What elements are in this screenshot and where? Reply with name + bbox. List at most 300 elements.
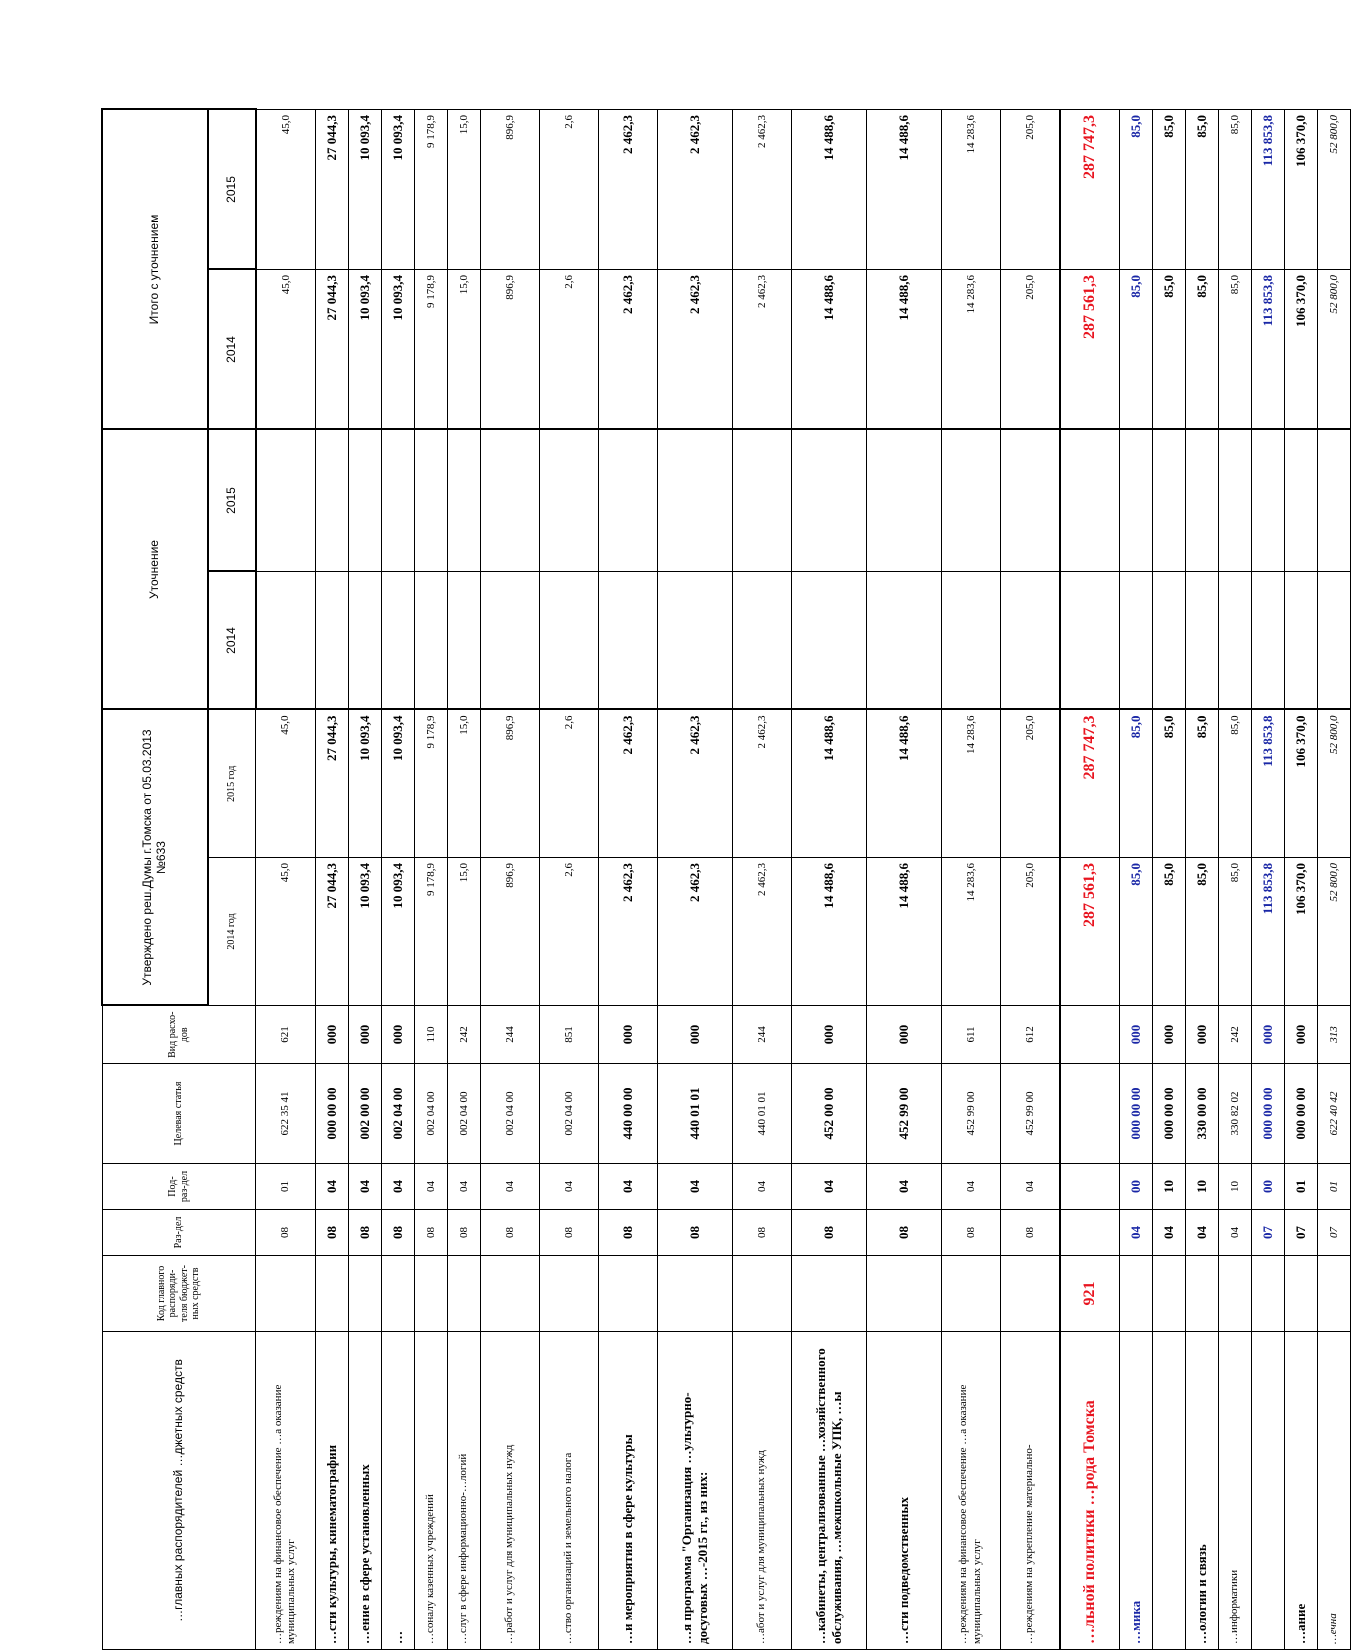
podrazdel-code: 04 <box>941 1164 1000 1210</box>
razdel-code: 04 <box>1185 1210 1218 1256</box>
change-2015-value <box>1060 429 1120 571</box>
total-2014-value: 2 462,3 <box>598 269 657 429</box>
expense-type: 000 <box>381 1006 414 1064</box>
total-2014-value: 14 488,6 <box>866 269 941 429</box>
change-2015-value <box>866 429 941 571</box>
razdel-code: 08 <box>447 1210 480 1256</box>
change-2014-value <box>315 572 348 710</box>
target-article: 440 00 00 <box>598 1064 657 1164</box>
approved-2014-value: 14 488,6 <box>791 858 866 1006</box>
approved-2015-value: 45,0 <box>256 710 316 858</box>
total-2014-value: 85,0 <box>1218 269 1251 429</box>
total-2014-value: 106 370,0 <box>1284 269 1317 429</box>
approved-2015-value: 14 283,6 <box>941 710 1000 858</box>
razdel-code: 08 <box>1000 1210 1060 1256</box>
change-2015-value <box>657 429 732 571</box>
table-row <box>1251 109 1284 1649</box>
table-row <box>1284 109 1317 1649</box>
approved-2014-value: 2 462,3 <box>598 858 657 1006</box>
change-2014-value <box>447 572 480 710</box>
change-2014-value <box>791 572 866 710</box>
total-2014-value: 14 488,6 <box>791 269 866 429</box>
razdel-code: 08 <box>866 1210 941 1256</box>
col-podrazdel-header: Под-раз-дел <box>102 1164 256 1210</box>
razdel-code: 08 <box>791 1210 866 1256</box>
change-2014-value <box>941 572 1000 710</box>
approved-group-header: Утверждено реш.Думы г.Томска от 05.03.2013 №633 <box>102 710 208 1006</box>
approved-2015-value: 113 853,8 <box>1251 710 1284 858</box>
target-article: 440 01 01 <box>732 1064 791 1164</box>
target-article: 330 00 00 <box>1185 1064 1218 1164</box>
podrazdel-code: 04 <box>598 1164 657 1210</box>
razdel-code: 04 <box>1119 1210 1152 1256</box>
budget-table <box>101 108 1351 1650</box>
table-row <box>598 109 657 1649</box>
expense-type: 000 <box>315 1006 348 1064</box>
approved-2014-value: 106 370,0 <box>1284 858 1317 1006</box>
target-article: 330 82 02 <box>1218 1064 1251 1164</box>
total-2014-value: 205,0 <box>1000 269 1060 429</box>
total-2015-value: 2,6 <box>539 109 598 269</box>
expense-type: 242 <box>1218 1006 1251 1064</box>
approved-2015-value: 14 488,6 <box>866 710 941 858</box>
target-article: 002 04 00 <box>447 1064 480 1164</box>
total-2015-value: 9 178,9 <box>414 109 447 269</box>
total-2015-value: 113 853,8 <box>1251 109 1284 269</box>
row-name: …и мероприятия в сфере культуры <box>598 1332 657 1650</box>
grbs-code <box>598 1256 657 1332</box>
target-article: 000 00 00 <box>1251 1064 1284 1164</box>
podrazdel-code: 04 <box>447 1164 480 1210</box>
podrazdel-code: 01 <box>1317 1164 1350 1210</box>
row-name: …ологии и связь <box>1185 1332 1218 1650</box>
target-article: 452 00 00 <box>791 1064 866 1164</box>
change-2015-value <box>598 429 657 571</box>
change-2015-value <box>1284 429 1317 571</box>
table-row <box>1317 109 1350 1649</box>
target-article: 622 35 41 <box>256 1064 316 1164</box>
approved-2014-value: 85,0 <box>1119 858 1152 1006</box>
table-row <box>315 109 348 1649</box>
grbs-code <box>315 1256 348 1332</box>
razdel-code: 08 <box>598 1210 657 1256</box>
podrazdel-code: 04 <box>791 1164 866 1210</box>
razdel-code: 04 <box>1152 1210 1185 1256</box>
grbs-code <box>657 1256 732 1332</box>
total-2014-value: 2,6 <box>539 269 598 429</box>
col-grbs-header: Код главного распоряди-теля бюджет-ных средств <box>102 1256 256 1332</box>
total-group-header: Итого с уточнением <box>102 109 208 429</box>
total-2015-value: 2 462,3 <box>732 109 791 269</box>
razdel-code: 08 <box>414 1210 447 1256</box>
change-2015-value <box>1152 429 1185 571</box>
grbs-code <box>791 1256 866 1332</box>
approved-2014-value: 85,0 <box>1218 858 1251 1006</box>
grbs-code <box>732 1256 791 1332</box>
total-2014-value: 896,9 <box>480 269 539 429</box>
grbs-code <box>414 1256 447 1332</box>
target-article: 002 04 00 <box>480 1064 539 1164</box>
total-2014-value: 85,0 <box>1119 269 1152 429</box>
approved-2014-value: 10 093,4 <box>381 858 414 1006</box>
table-row <box>539 109 598 1649</box>
target-article: 002 04 00 <box>381 1064 414 1164</box>
grbs-code <box>1152 1256 1185 1332</box>
change-2014-value <box>539 572 598 710</box>
podrazdel-code: 04 <box>480 1164 539 1210</box>
razdel-code: 08 <box>657 1210 732 1256</box>
total-2014-value: 113 853,8 <box>1251 269 1284 429</box>
total-2014-value: 287 561,3 <box>1060 269 1120 429</box>
change-2015-value <box>732 429 791 571</box>
target-article: 000 00 00 <box>1284 1064 1317 1164</box>
expense-type: 851 <box>539 1006 598 1064</box>
total-2015-value: 14 488,6 <box>866 109 941 269</box>
total-2015-value: 15,0 <box>447 109 480 269</box>
grbs-code <box>866 1256 941 1332</box>
razdel-code <box>1060 1210 1120 1256</box>
expense-type <box>1060 1006 1120 1064</box>
table-row <box>414 109 447 1649</box>
change-2014-value <box>414 572 447 710</box>
approved-2015-value: 14 488,6 <box>791 710 866 858</box>
expense-type: 313 <box>1317 1006 1350 1064</box>
change-2014-value <box>657 572 732 710</box>
target-article: 000 00 00 <box>1119 1064 1152 1164</box>
expense-type: 000 <box>657 1006 732 1064</box>
podrazdel-code: 04 <box>414 1164 447 1210</box>
total-2015-header: 2015 <box>208 109 256 269</box>
approved-2015-value: 2 462,3 <box>732 710 791 858</box>
total-2015-value: 205,0 <box>1000 109 1060 269</box>
change-2014-value <box>381 572 414 710</box>
approved-2014-value: 85,0 <box>1152 858 1185 1006</box>
razdel-code: 08 <box>941 1210 1000 1256</box>
table-row <box>657 109 732 1649</box>
grbs-code <box>1317 1256 1350 1332</box>
row-name: …я программа "Организация …ультурно-досуговых …-2015 гг., из них: <box>657 1332 732 1650</box>
change-2015-value <box>381 429 414 571</box>
total-2014-value: 52 800,0 <box>1317 269 1350 429</box>
razdel-code: 07 <box>1284 1210 1317 1256</box>
change-2015-value <box>414 429 447 571</box>
expense-type: 611 <box>941 1006 1000 1064</box>
grbs-code <box>1218 1256 1251 1332</box>
row-name: …реждениям на финансовое обеспечение …а оказание муниципальных услуг <box>256 1332 316 1650</box>
grbs-code <box>447 1256 480 1332</box>
table-row <box>941 109 1000 1649</box>
row-name: …льной политики …рода Томска <box>1060 1332 1120 1650</box>
target-article: 000 00 00 <box>315 1064 348 1164</box>
table-row <box>348 109 381 1649</box>
table-row <box>732 109 791 1649</box>
podrazdel-code: 00 <box>1119 1164 1152 1210</box>
grbs-code <box>539 1256 598 1332</box>
change-2015-value <box>1218 429 1251 571</box>
grbs-code <box>1284 1256 1317 1332</box>
expense-type: 000 <box>791 1006 866 1064</box>
approved-2015-value: 2 462,3 <box>598 710 657 858</box>
podrazdel-code: 01 <box>1284 1164 1317 1210</box>
change-2015-value <box>1119 429 1152 571</box>
expense-type: 000 <box>598 1006 657 1064</box>
table-row <box>1000 109 1060 1649</box>
change-2014-value <box>1185 572 1218 710</box>
approved-2015-value: 27 044,3 <box>315 710 348 858</box>
row-name: …ение в сфере установленных <box>348 1332 381 1650</box>
total-2015-value: 287 747,3 <box>1060 109 1120 269</box>
change-2015-value <box>315 429 348 571</box>
total-2014-header: 2014 <box>208 269 256 429</box>
row-name: …слуг в сфере информационно-…логий <box>447 1332 480 1650</box>
table-row <box>480 109 539 1649</box>
razdel-code: 08 <box>381 1210 414 1256</box>
expense-type: 000 <box>1152 1006 1185 1064</box>
total-2015-value: 10 093,4 <box>381 109 414 269</box>
podrazdel-code: 04 <box>315 1164 348 1210</box>
approved-2015-value: 85,0 <box>1119 710 1152 858</box>
podrazdel-code: 04 <box>348 1164 381 1210</box>
target-article: 452 99 00 <box>866 1064 941 1164</box>
expense-type: 000 <box>1119 1006 1152 1064</box>
change-2014-value <box>1284 572 1317 710</box>
approved-2014-value: 52 800,0 <box>1317 858 1350 1006</box>
podrazdel-code: 10 <box>1185 1164 1218 1210</box>
change-2014-value <box>1218 572 1251 710</box>
row-name: …реждениям на укрепление материально- <box>1000 1332 1060 1650</box>
change-2014-value <box>1000 572 1060 710</box>
approved-2015-value: 52 800,0 <box>1317 710 1350 858</box>
change-2014-value <box>1119 572 1152 710</box>
grbs-code <box>1251 1256 1284 1332</box>
change-2014-value <box>1317 572 1350 710</box>
row-name: …мика <box>1119 1332 1152 1650</box>
row-name: …сти подведомственных <box>866 1332 941 1650</box>
approved-2015-value: 287 747,3 <box>1060 710 1120 858</box>
approved-2015-value: 85,0 <box>1218 710 1251 858</box>
change-group-header: Уточнение <box>102 429 208 709</box>
total-2014-value: 45,0 <box>256 269 316 429</box>
approved-2014-value: 14 283,6 <box>941 858 1000 1006</box>
podrazdel-code: 04 <box>866 1164 941 1210</box>
change-2015-value <box>480 429 539 571</box>
total-2015-value: 2 462,3 <box>598 109 657 269</box>
row-name: … <box>381 1332 414 1650</box>
target-article: 000 00 00 <box>1152 1064 1185 1164</box>
row-name: …ечна <box>1317 1332 1350 1650</box>
change-2015-value <box>1185 429 1218 571</box>
approved-2015-value: 2 462,3 <box>657 710 732 858</box>
change-2015-value <box>348 429 381 571</box>
total-2015-value: 10 093,4 <box>348 109 381 269</box>
total-2014-value: 9 178,9 <box>414 269 447 429</box>
change-2015-value <box>941 429 1000 571</box>
table-row <box>256 109 316 1649</box>
approved-2015-value: 85,0 <box>1152 710 1185 858</box>
change-2014-value <box>732 572 791 710</box>
total-2014-value: 27 044,3 <box>315 269 348 429</box>
row-name: …ание <box>1284 1332 1317 1650</box>
change-2014-value <box>1152 572 1185 710</box>
approved-2015-value: 9 178,9 <box>414 710 447 858</box>
approved-2014-value: 896,9 <box>480 858 539 1006</box>
target-article: 002 04 00 <box>414 1064 447 1164</box>
total-2015-value: 85,0 <box>1152 109 1185 269</box>
row-name: …ство организаций и земельного налога <box>539 1332 598 1650</box>
approved-2014-value: 45,0 <box>256 858 316 1006</box>
approved-2015-value: 896,9 <box>480 710 539 858</box>
table-body <box>256 109 1351 1649</box>
col-razdel-header: Раз-дел <box>102 1210 256 1256</box>
total-2015-value: 85,0 <box>1185 109 1218 269</box>
razdel-code: 08 <box>480 1210 539 1256</box>
approved-2015-value: 85,0 <box>1185 710 1218 858</box>
total-2015-value: 27 044,3 <box>315 109 348 269</box>
approved-2015-value: 10 093,4 <box>381 710 414 858</box>
change-2014-value <box>866 572 941 710</box>
expense-type: 000 <box>1284 1006 1317 1064</box>
approved-2014-value: 113 853,8 <box>1251 858 1284 1006</box>
approved-2014-value: 2,6 <box>539 858 598 1006</box>
podrazdel-code: 04 <box>539 1164 598 1210</box>
total-2015-value: 45,0 <box>256 109 316 269</box>
change-2015-value <box>1317 429 1350 571</box>
total-2015-value: 896,9 <box>480 109 539 269</box>
total-2014-value: 85,0 <box>1185 269 1218 429</box>
razdel-code: 04 <box>1218 1210 1251 1256</box>
target-article: 452 99 00 <box>1000 1064 1060 1164</box>
razdel-code: 07 <box>1251 1210 1284 1256</box>
change-2015-value <box>447 429 480 571</box>
change-2015-value <box>256 429 316 571</box>
approved-2014-value: 287 561,3 <box>1060 858 1120 1006</box>
total-2015-value: 52 800,0 <box>1317 109 1350 269</box>
grbs-code <box>941 1256 1000 1332</box>
podrazdel-code: 10 <box>1152 1164 1185 1210</box>
expense-type: 000 <box>1185 1006 1218 1064</box>
change-2015-value <box>1000 429 1060 571</box>
table-row <box>791 109 866 1649</box>
total-2015-value: 2 462,3 <box>657 109 732 269</box>
approved-2014-value: 27 044,3 <box>315 858 348 1006</box>
total-2015-value: 85,0 <box>1119 109 1152 269</box>
row-name: …соналу казенных учреждений <box>414 1332 447 1650</box>
row-name: …реждениям на финансовое обеспечение …а оказание муниципальных услуг <box>941 1332 1000 1650</box>
approved-2015-value: 2,6 <box>539 710 598 858</box>
target-article: 002 04 00 <box>539 1064 598 1164</box>
razdel-code: 08 <box>539 1210 598 1256</box>
razdel-code: 08 <box>732 1210 791 1256</box>
expense-type: 244 <box>480 1006 539 1064</box>
expense-type: 000 <box>1251 1006 1284 1064</box>
approved-2014-value: 15,0 <box>447 858 480 1006</box>
expense-type: 612 <box>1000 1006 1060 1064</box>
grbs-code <box>381 1256 414 1332</box>
change-2015-value <box>1251 429 1284 571</box>
total-2014-value: 10 093,4 <box>381 269 414 429</box>
grbs-code: 921 <box>1060 1256 1120 1332</box>
budget-table-sheet <box>101 110 1340 1650</box>
approved-2015-header: 2015 год <box>208 710 256 858</box>
approved-2014-value: 85,0 <box>1185 858 1218 1006</box>
grbs-code <box>480 1256 539 1332</box>
change-2014-value <box>1060 572 1120 710</box>
table-row <box>1185 109 1218 1649</box>
target-article <box>1060 1064 1120 1164</box>
total-2014-value: 14 283,6 <box>941 269 1000 429</box>
grbs-code <box>1000 1256 1060 1332</box>
total-2015-value: 14 488,6 <box>791 109 866 269</box>
total-2014-value: 10 093,4 <box>348 269 381 429</box>
approved-2014-value: 2 462,3 <box>732 858 791 1006</box>
total-2015-value: 106 370,0 <box>1284 109 1317 269</box>
change-2014-value <box>598 572 657 710</box>
table-row <box>447 109 480 1649</box>
razdel-code: 08 <box>315 1210 348 1256</box>
expense-type: 000 <box>348 1006 381 1064</box>
total-2014-value: 2 462,3 <box>732 269 791 429</box>
expense-type: 621 <box>256 1006 316 1064</box>
row-name: …абот и услуг для муниципальных нужд <box>732 1332 791 1650</box>
target-article: 440 01 01 <box>657 1064 732 1164</box>
change-2014-value <box>480 572 539 710</box>
change-2014-value <box>1251 572 1284 710</box>
podrazdel-code: 01 <box>256 1164 316 1210</box>
row-name: …сти культуры, кинематографии <box>315 1332 348 1650</box>
approved-2014-value: 10 093,4 <box>348 858 381 1006</box>
total-2014-value: 15,0 <box>447 269 480 429</box>
table-row <box>381 109 414 1649</box>
approved-2014-value: 14 488,6 <box>866 858 941 1006</box>
col-target-header: Целевая статья <box>102 1064 256 1164</box>
total-2015-value: 14 283,6 <box>941 109 1000 269</box>
table-row <box>1119 109 1152 1649</box>
change-2015-value <box>791 429 866 571</box>
table-row <box>866 109 941 1649</box>
expense-type: 242 <box>447 1006 480 1064</box>
change-2014-value <box>256 572 316 710</box>
target-article: 622 40 42 <box>1317 1064 1350 1164</box>
expense-type: 000 <box>866 1006 941 1064</box>
change-2015-value <box>539 429 598 571</box>
row-name: …кабинеты, централизованные …хозяйственного обслуживания, …межшкольные УПК, …ы <box>791 1332 866 1650</box>
col-vid-header: Вид расхо-дов <box>102 1006 256 1064</box>
approved-2015-value: 106 370,0 <box>1284 710 1317 858</box>
approved-2015-value: 205,0 <box>1000 710 1060 858</box>
grbs-code <box>348 1256 381 1332</box>
table-row <box>1060 109 1120 1649</box>
razdel-code: 07 <box>1317 1210 1350 1256</box>
approved-2014-value: 9 178,9 <box>414 858 447 1006</box>
row-name: …работ и услуг для муниципальных нужд <box>480 1332 539 1650</box>
razdel-code: 08 <box>348 1210 381 1256</box>
approved-2015-value: 15,0 <box>447 710 480 858</box>
target-article: 002 00 00 <box>348 1064 381 1164</box>
total-2015-value: 85,0 <box>1218 109 1251 269</box>
change-2014-header: 2014 <box>208 572 256 710</box>
podrazdel-code: 04 <box>1000 1164 1060 1210</box>
podrazdel-code: 10 <box>1218 1164 1251 1210</box>
grbs-code <box>1185 1256 1218 1332</box>
change-2015-header: 2015 <box>208 429 256 571</box>
podrazdel-code: 04 <box>381 1164 414 1210</box>
podrazdel-code: 04 <box>732 1164 791 1210</box>
grbs-code <box>1119 1256 1152 1332</box>
target-article: 452 99 00 <box>941 1064 1000 1164</box>
row-name <box>1251 1332 1284 1650</box>
razdel-code: 08 <box>256 1210 316 1256</box>
row-name: …информатики <box>1218 1332 1251 1650</box>
